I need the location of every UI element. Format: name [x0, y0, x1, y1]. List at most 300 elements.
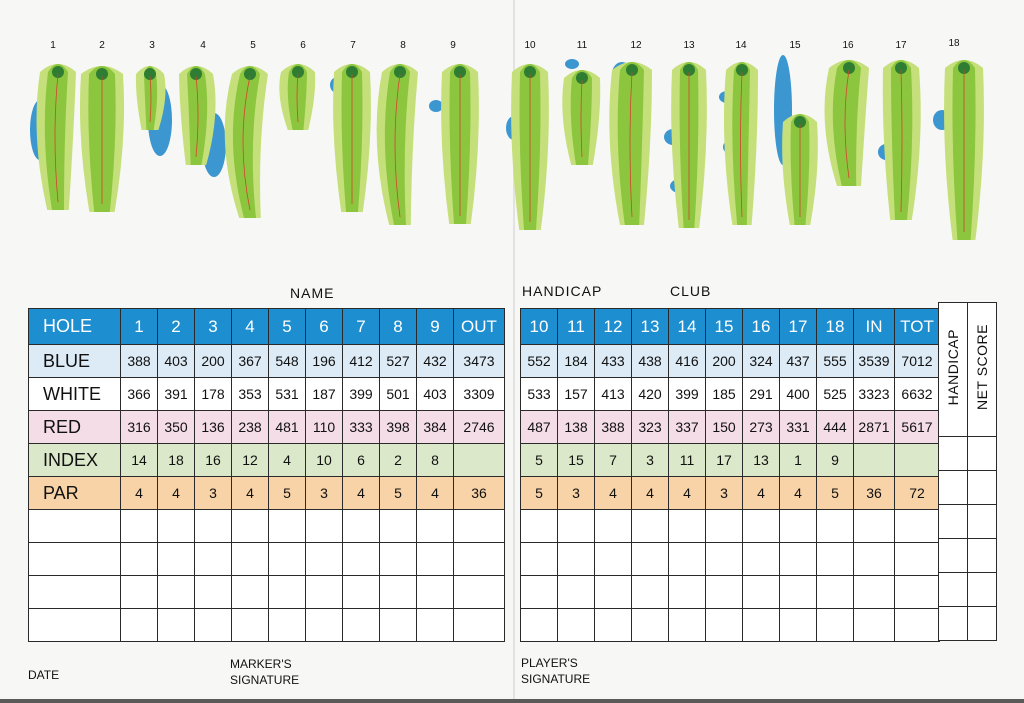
- score-entry-cell[interactable]: [158, 510, 195, 543]
- score-entry-row: [29, 609, 505, 642]
- index-cell: [454, 444, 505, 477]
- score-entry-cell[interactable]: [380, 576, 417, 609]
- index-cell: 16: [195, 444, 232, 477]
- score-entry-cell[interactable]: [343, 609, 380, 642]
- hole-cell: 8: [380, 309, 417, 345]
- red-row: [29, 411, 505, 444]
- par-cell: 4: [343, 477, 380, 510]
- score-entry-cell[interactable]: [269, 576, 306, 609]
- red-cell: 5617: [895, 411, 940, 444]
- score-entry-cell[interactable]: [454, 609, 505, 642]
- score-entry-cell[interactable]: [595, 510, 632, 543]
- hole-cell: 14: [669, 309, 706, 345]
- score-entry-cell[interactable]: [780, 609, 817, 642]
- score-entry-cell[interactable]: [343, 576, 380, 609]
- par-cell: 3: [706, 477, 743, 510]
- white-cell: 187: [306, 378, 343, 411]
- index-cell: 2: [380, 444, 417, 477]
- red-cell: 238: [232, 411, 269, 444]
- net-score-column-label: NET SCORE: [974, 324, 990, 410]
- index-cell: [854, 444, 895, 477]
- par-cell: 4: [417, 477, 454, 510]
- score-entry-cell[interactable]: [895, 510, 940, 543]
- hole-8-map-icon: [377, 64, 418, 225]
- red-cell: 2746: [454, 411, 505, 444]
- score-entry-cell[interactable]: [895, 576, 940, 609]
- score-entry-cell[interactable]: [669, 609, 706, 642]
- score-entry-cell[interactable]: [595, 543, 632, 576]
- red-cell: RED: [29, 411, 121, 444]
- white-cell: 533: [521, 378, 558, 411]
- score-entry-row: [521, 609, 940, 642]
- score-entry-cell[interactable]: [817, 576, 854, 609]
- hole-cell: TOT: [895, 309, 940, 345]
- score-entry-cell[interactable]: [380, 510, 417, 543]
- marker-signature-label: [230, 656, 299, 688]
- score-entry-cell[interactable]: [780, 576, 817, 609]
- score-entry-cell[interactable]: [417, 609, 454, 642]
- white-cell: 413: [595, 378, 632, 411]
- score-entry-cell[interactable]: [632, 543, 669, 576]
- hole-number-label: 5: [250, 40, 256, 51]
- score-entry-row: [521, 510, 940, 543]
- hole-number-label: 16: [842, 40, 854, 51]
- hole-number-label: 11: [576, 40, 588, 51]
- red-cell: 337: [669, 411, 706, 444]
- score-entry-cell[interactable]: [817, 510, 854, 543]
- hole-number-label: 4: [200, 40, 206, 51]
- red-cell: 273: [743, 411, 780, 444]
- score-entry-cell[interactable]: [232, 543, 269, 576]
- hole-11-map-icon: [562, 59, 600, 165]
- hole-18-map-icon: [933, 60, 984, 240]
- index-cell: 4: [269, 444, 306, 477]
- hole-number-label: 17: [895, 40, 907, 51]
- index-cell: [895, 444, 940, 477]
- par-cell: 5: [380, 477, 417, 510]
- hole-9-map-icon: [429, 64, 479, 224]
- score-entry-cell[interactable]: [121, 576, 158, 609]
- red-cell: 481: [269, 411, 306, 444]
- blue-cell: 527: [380, 345, 417, 378]
- score-entry-cell[interactable]: [669, 576, 706, 609]
- par-cell: 4: [595, 477, 632, 510]
- score-entry-cell[interactable]: [195, 609, 232, 642]
- blue-cell: 437: [780, 345, 817, 378]
- index-cell: 18: [158, 444, 195, 477]
- date-label: DATE: [28, 668, 60, 682]
- hole-number-label: 7: [350, 40, 356, 51]
- blue-row: [29, 345, 505, 378]
- red-cell: 487: [521, 411, 558, 444]
- net-score-cell[interactable]: [968, 505, 997, 539]
- par-cell: 4: [669, 477, 706, 510]
- score-entry-cell[interactable]: [780, 510, 817, 543]
- score-entry-cell[interactable]: [595, 576, 632, 609]
- hole-cell: 15: [706, 309, 743, 345]
- score-entry-cell[interactable]: [306, 576, 343, 609]
- score-entry-cell[interactable]: [269, 510, 306, 543]
- blue-cell: 200: [195, 345, 232, 378]
- hole-number-label: 2: [99, 40, 105, 51]
- hole-cell: 1: [121, 309, 158, 345]
- hole-number-label: 13: [683, 40, 695, 51]
- score-entry-cell[interactable]: [417, 576, 454, 609]
- index-cell: 8: [417, 444, 454, 477]
- blue-cell: 7012: [895, 345, 940, 378]
- hole-cell: 18: [817, 309, 854, 345]
- par-cell: 4: [232, 477, 269, 510]
- hole-cell: 17: [780, 309, 817, 345]
- index-row: [29, 444, 505, 477]
- hole-number-label: 15: [789, 40, 801, 51]
- score-entry-row: [29, 576, 505, 609]
- handicap-cell[interactable]: [939, 437, 968, 471]
- white-cell: 3309: [454, 378, 505, 411]
- marker-signature-line1: MARKER'S: [230, 657, 292, 671]
- blue-cell: 3473: [454, 345, 505, 378]
- net-score-cell[interactable]: [968, 471, 997, 505]
- par-cell: 3: [306, 477, 343, 510]
- net-score-cell[interactable]: [968, 539, 997, 573]
- handicap-cell[interactable]: [939, 505, 968, 539]
- par-cell: 5: [269, 477, 306, 510]
- hole-cell: 12: [595, 309, 632, 345]
- blue-cell: 552: [521, 345, 558, 378]
- player-signature-label: [521, 655, 590, 687]
- hole-12-map-icon: [609, 62, 652, 225]
- score-entry-cell[interactable]: [380, 543, 417, 576]
- bottom-edge: [0, 699, 1024, 703]
- score-entry-cell[interactable]: [521, 609, 558, 642]
- white-cell: 399: [343, 378, 380, 411]
- white-cell: 185: [706, 378, 743, 411]
- net-score-cell[interactable]: [968, 437, 997, 471]
- white-cell: 531: [269, 378, 306, 411]
- hole-14-map-icon: [719, 62, 758, 225]
- red-cell: 323: [632, 411, 669, 444]
- hole-number-label: 9: [450, 40, 456, 51]
- score-entry-cell[interactable]: [521, 543, 558, 576]
- hole-number-label: 14: [735, 40, 747, 51]
- hole-cell: 10: [521, 309, 558, 345]
- blue-cell: 433: [595, 345, 632, 378]
- score-entry-cell[interactable]: [743, 576, 780, 609]
- score-entry-cell[interactable]: [232, 576, 269, 609]
- par-cell: 4: [121, 477, 158, 510]
- blue-cell: BLUE: [29, 345, 121, 378]
- score-entry-cell[interactable]: [854, 576, 895, 609]
- par-cell: 36: [854, 477, 895, 510]
- handicap-cell[interactable]: [939, 607, 968, 641]
- index-cell: 1: [780, 444, 817, 477]
- hole-15-map-icon: [774, 55, 818, 225]
- score-entry-cell[interactable]: [232, 510, 269, 543]
- score-entry-cell[interactable]: [895, 609, 940, 642]
- score-entry-cell[interactable]: [521, 510, 558, 543]
- score-entry-cell[interactable]: [454, 543, 505, 576]
- hole-row: [29, 309, 505, 345]
- hole-cell: IN: [854, 309, 895, 345]
- handicap-cell[interactable]: [939, 573, 968, 607]
- hole-number-label: 6: [300, 40, 306, 51]
- front-nine-scorecard: [28, 308, 505, 642]
- index-cell: 7: [595, 444, 632, 477]
- net-score-column-header: [968, 303, 997, 437]
- score-entry-cell[interactable]: [380, 609, 417, 642]
- hole-number-label: 8: [400, 40, 406, 51]
- player-name-cell[interactable]: [29, 609, 121, 642]
- net-score-cell[interactable]: [968, 607, 997, 641]
- score-entry-cell[interactable]: [743, 510, 780, 543]
- handicap-label: HANDICAP: [522, 283, 603, 299]
- red-cell: 136: [195, 411, 232, 444]
- index-cell: 3: [632, 444, 669, 477]
- white-cell: 291: [743, 378, 780, 411]
- index-cell: 6: [343, 444, 380, 477]
- hole-1-map-icon: [30, 64, 76, 210]
- score-entry-cell[interactable]: [454, 576, 505, 609]
- hole-cell: OUT: [454, 309, 505, 345]
- white-cell: 400: [780, 378, 817, 411]
- score-entry-cell[interactable]: [854, 609, 895, 642]
- player-name-cell[interactable]: [29, 576, 121, 609]
- score-entry-cell[interactable]: [158, 609, 195, 642]
- score-entry-cell[interactable]: [269, 543, 306, 576]
- handicap-column-label: HANDICAP: [945, 328, 961, 406]
- white-cell: 391: [158, 378, 195, 411]
- blue-cell: 548: [269, 345, 306, 378]
- score-entry-cell[interactable]: [743, 609, 780, 642]
- par-cell: 4: [780, 477, 817, 510]
- blue-cell: 555: [817, 345, 854, 378]
- red-cell: 138: [558, 411, 595, 444]
- hole-cell: 6: [306, 309, 343, 345]
- score-entry-cell[interactable]: [817, 543, 854, 576]
- blue-cell: 432: [417, 345, 454, 378]
- red-cell: 350: [158, 411, 195, 444]
- handicap-net-score-columns: [938, 302, 997, 641]
- index-cell: 14: [121, 444, 158, 477]
- par-cell: 4: [158, 477, 195, 510]
- score-entry-cell[interactable]: [306, 543, 343, 576]
- hole-3-map-icon: [136, 66, 172, 156]
- hole-cell: 11: [558, 309, 595, 345]
- score-entry-cell[interactable]: [780, 543, 817, 576]
- score-entry-cell[interactable]: [343, 543, 380, 576]
- blue-cell: 416: [669, 345, 706, 378]
- white-cell: 353: [232, 378, 269, 411]
- index-cell: 9: [817, 444, 854, 477]
- index-cell: 5: [521, 444, 558, 477]
- white-cell: 157: [558, 378, 595, 411]
- red-cell: 331: [780, 411, 817, 444]
- blue-cell: 438: [632, 345, 669, 378]
- net-score-cell[interactable]: [968, 573, 997, 607]
- score-entry-row: [29, 510, 505, 543]
- course-hole-maps: [0, 0, 1024, 250]
- handicap-column-header: [939, 303, 968, 437]
- hole-number-label: 1: [50, 40, 56, 51]
- red-cell: 110: [306, 411, 343, 444]
- hole-10-map-icon: [506, 64, 549, 230]
- score-entry-cell[interactable]: [669, 510, 706, 543]
- score-entry-cell[interactable]: [632, 510, 669, 543]
- hole-number-label: 10: [524, 40, 536, 51]
- score-entry-cell[interactable]: [521, 576, 558, 609]
- hole-cell: 4: [232, 309, 269, 345]
- score-entry-cell[interactable]: [269, 609, 306, 642]
- red-cell: 444: [817, 411, 854, 444]
- par-cell: 36: [454, 477, 505, 510]
- hole-cell: 7: [343, 309, 380, 345]
- handicap-cell[interactable]: [939, 471, 968, 505]
- hole-16-map-icon: [825, 60, 870, 186]
- par-cell: 4: [632, 477, 669, 510]
- score-entry-cell[interactable]: [558, 576, 595, 609]
- score-entry-cell[interactable]: [417, 510, 454, 543]
- score-entry-cell[interactable]: [195, 576, 232, 609]
- score-entry-row: [521, 543, 940, 576]
- white-cell: 366: [121, 378, 158, 411]
- white-cell: 403: [417, 378, 454, 411]
- index-cell: 15: [558, 444, 595, 477]
- white-cell: 501: [380, 378, 417, 411]
- index-cell: 11: [669, 444, 706, 477]
- white-cell: 399: [669, 378, 706, 411]
- red-cell: 150: [706, 411, 743, 444]
- index-cell: 12: [232, 444, 269, 477]
- blue-cell: 184: [558, 345, 595, 378]
- name-label: NAME: [290, 285, 335, 301]
- score-entry-cell[interactable]: [558, 609, 595, 642]
- score-entry-cell[interactable]: [121, 510, 158, 543]
- par-row: [29, 477, 505, 510]
- score-entry-cell[interactable]: [743, 543, 780, 576]
- red-cell: 384: [417, 411, 454, 444]
- white-cell: 178: [195, 378, 232, 411]
- hole-number-label: 12: [630, 40, 642, 51]
- red-cell: 333: [343, 411, 380, 444]
- blue-cell: 412: [343, 345, 380, 378]
- score-entry-row: [29, 543, 505, 576]
- white-cell: 6632: [895, 378, 940, 411]
- hole-4-map-icon: [179, 66, 226, 177]
- hole-17-map-icon: [878, 60, 921, 220]
- player-signature-line1: PLAYER'S: [521, 656, 578, 670]
- par-cell: 3: [195, 477, 232, 510]
- score-entry-cell[interactable]: [417, 543, 454, 576]
- blue-cell: 324: [743, 345, 780, 378]
- hole-13-map-icon: [664, 62, 707, 228]
- score-entry-cell[interactable]: [706, 510, 743, 543]
- score-entry-cell[interactable]: [817, 609, 854, 642]
- red-cell: 316: [121, 411, 158, 444]
- score-entry-cell[interactable]: [595, 609, 632, 642]
- score-entry-cell[interactable]: [195, 510, 232, 543]
- white-cell: 525: [817, 378, 854, 411]
- white-row: [29, 378, 505, 411]
- score-entry-cell[interactable]: [306, 609, 343, 642]
- white-cell: 3323: [854, 378, 895, 411]
- hole-number-label: 3: [149, 40, 155, 51]
- par-cell: PAR: [29, 477, 121, 510]
- player-name-cell[interactable]: [29, 510, 121, 543]
- handicap-cell[interactable]: [939, 539, 968, 573]
- red-cell: 398: [380, 411, 417, 444]
- hole-2-map-icon: [80, 66, 124, 212]
- red-cell: 388: [595, 411, 632, 444]
- score-entry-cell[interactable]: [632, 576, 669, 609]
- score-entry-cell[interactable]: [121, 609, 158, 642]
- hole-number-label: 18: [948, 38, 960, 49]
- score-entry-cell[interactable]: [558, 510, 595, 543]
- score-entry-cell[interactable]: [706, 576, 743, 609]
- player-signature-line2: SIGNATURE: [521, 672, 591, 686]
- par-cell: 5: [521, 477, 558, 510]
- hole-5-map-icon: [225, 66, 268, 218]
- blue-cell: 196: [306, 345, 343, 378]
- blue-cell: 200: [706, 345, 743, 378]
- score-entry-cell[interactable]: [232, 609, 269, 642]
- score-entry-cell[interactable]: [454, 510, 505, 543]
- hole-cell: 2: [158, 309, 195, 345]
- blue-row: [521, 345, 940, 378]
- par-cell: 72: [895, 477, 940, 510]
- par-cell: 4: [743, 477, 780, 510]
- score-entry-cell[interactable]: [706, 609, 743, 642]
- score-entry-cell[interactable]: [632, 609, 669, 642]
- player-name-cell[interactable]: [29, 543, 121, 576]
- white-cell: 420: [632, 378, 669, 411]
- hole-cell: 3: [195, 309, 232, 345]
- score-entry-cell[interactable]: [669, 543, 706, 576]
- white-row: [521, 378, 940, 411]
- score-entry-cell[interactable]: [306, 510, 343, 543]
- par-cell: 5: [817, 477, 854, 510]
- par-row: [521, 477, 940, 510]
- score-entry-cell[interactable]: [706, 543, 743, 576]
- index-cell: INDEX: [29, 444, 121, 477]
- score-entry-cell[interactable]: [558, 543, 595, 576]
- par-cell: 3: [558, 477, 595, 510]
- score-entry-cell[interactable]: [343, 510, 380, 543]
- score-entry-cell[interactable]: [195, 543, 232, 576]
- score-entry-cell[interactable]: [854, 543, 895, 576]
- blue-cell: 367: [232, 345, 269, 378]
- hole-cell: 16: [743, 309, 780, 345]
- blue-cell: 403: [158, 345, 195, 378]
- hole-row: [521, 309, 940, 345]
- score-entry-cell[interactable]: [854, 510, 895, 543]
- score-entry-cell[interactable]: [158, 543, 195, 576]
- hole-7-map-icon: [330, 64, 371, 212]
- score-entry-cell[interactable]: [121, 543, 158, 576]
- index-row: [521, 444, 940, 477]
- red-row: [521, 411, 940, 444]
- white-cell: WHITE: [29, 378, 121, 411]
- marker-signature-line2: SIGNATURE: [230, 673, 300, 687]
- index-cell: 10: [306, 444, 343, 477]
- index-cell: 13: [743, 444, 780, 477]
- score-entry-cell[interactable]: [158, 576, 195, 609]
- hole-cell: 13: [632, 309, 669, 345]
- score-entry-cell[interactable]: [895, 543, 940, 576]
- hole-cell: 5: [269, 309, 306, 345]
- index-cell: 17: [706, 444, 743, 477]
- red-cell: 2871: [854, 411, 895, 444]
- hole-cell: 9: [417, 309, 454, 345]
